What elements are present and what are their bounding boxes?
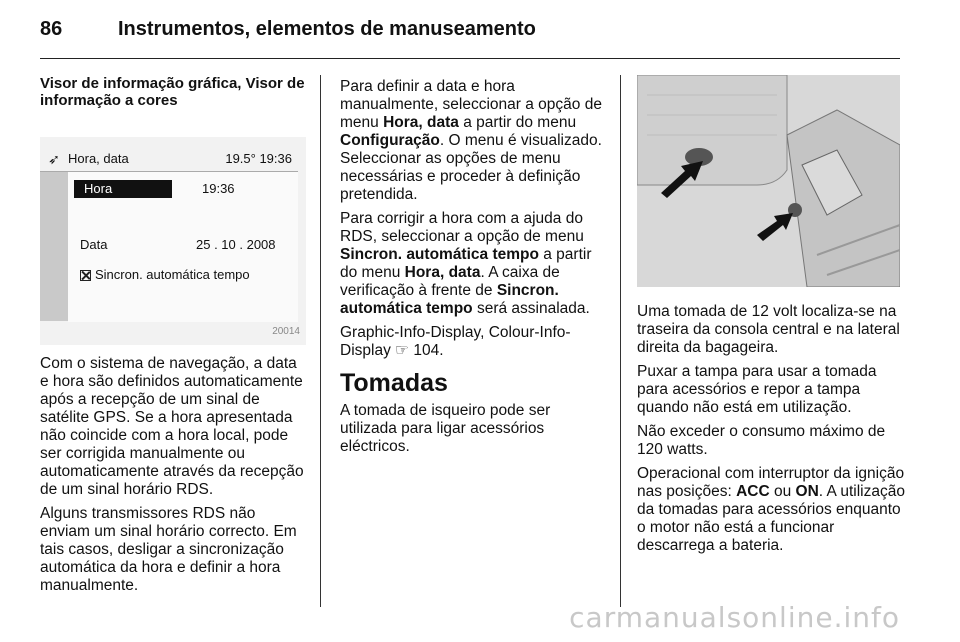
display-panel [40, 171, 298, 321]
section-heading: Tomadas [340, 369, 448, 397]
checkbox-icon [80, 270, 91, 281]
display-title: Hora, data [68, 151, 129, 166]
paragraph: Com o sistema de navegação, a data e hora são definidos automaticamente após a recepção de um sinal de satélite GPS. Se a hora apresentada não coincide com a hora local, pode ser corrigida manualmente ou automaticamente através da recepção de um sinal horário RDS. [40, 355, 304, 498]
paragraph: Uma tomada de 12 volt localiza-se na traseira da consola central e na lateral direita da bagageira. [637, 303, 900, 356]
paragraph: Graphic-Info-Display, Colour-Info-Display ☞ 104. [340, 324, 571, 359]
menu-item-hora [74, 180, 294, 198]
data-label: Data [80, 237, 108, 252]
paragraph: Alguns transmissores RDS não enviam um sinal horário correcto. Em tais casos, desligar a sincronização automática da hora e definir a hora manualmente. [40, 505, 297, 594]
page-title: Instrumentos, elementos de manuseamento [118, 18, 536, 40]
paragraph: Para corrigir a hora com a ajuda do RDS, seleccionar a opção de menu Sincron. automática tempo a partir do menu Hora, data. A caixa de verificação à frente de Sincron. automática tempo será assinalada. [340, 210, 592, 317]
column-divider [620, 75, 621, 607]
column-right [637, 303, 905, 561]
sync-label: Sincron. automática tempo [95, 267, 250, 282]
menu-item-sync [80, 266, 250, 284]
column-middle [340, 78, 606, 462]
paragraph: Para definir a data e hora manualmente, seleccionar a opção de menu Hora, data a partir do menu Configuração. O menu é visualizado. Seleccionar as opções de menu necessárias e proceder à definição pretendida. [340, 78, 602, 203]
header-divider [40, 58, 900, 59]
paragraph: Não exceder o consumo máximo de 120 watts. [637, 423, 886, 458]
hora-value: 19:36 [202, 181, 235, 196]
watermark: carmanualsonline.info [569, 601, 900, 634]
paragraph: Operacional com interruptor da ignição nas posições: ACC ou ON. A utilização da tomadas para acessórios enquanto o motor não está a funcionar descarrega a bateria. [637, 465, 905, 554]
display-header [40, 147, 298, 171]
page-header [40, 18, 536, 48]
page-number: 86 [40, 18, 63, 40]
power-outlet-photo [637, 75, 900, 287]
display-menu [68, 172, 298, 322]
column-divider [320, 75, 321, 607]
data-value: 25 . 10 . 2008 [196, 237, 276, 252]
paragraph: A tomada de isqueiro pode ser utilizada para ligar acessórios eléctricos. [340, 402, 551, 455]
menu-item-data [80, 236, 294, 254]
column-left [40, 75, 306, 601]
figure-code: 20014 [272, 326, 300, 337]
section-heading: Visor de informação gráfica, Visor de informação a cores [40, 75, 305, 109]
display-status: 19.5° 19:36 [225, 151, 292, 166]
paragraph: Puxar a tampa para usar a tomada para acessórios e repor a tampa quando não está em utilização. [637, 363, 877, 416]
hora-label: Hora [74, 180, 172, 198]
navigation-arrow-icon: ➶ [48, 151, 60, 167]
info-display-figure [40, 137, 306, 345]
